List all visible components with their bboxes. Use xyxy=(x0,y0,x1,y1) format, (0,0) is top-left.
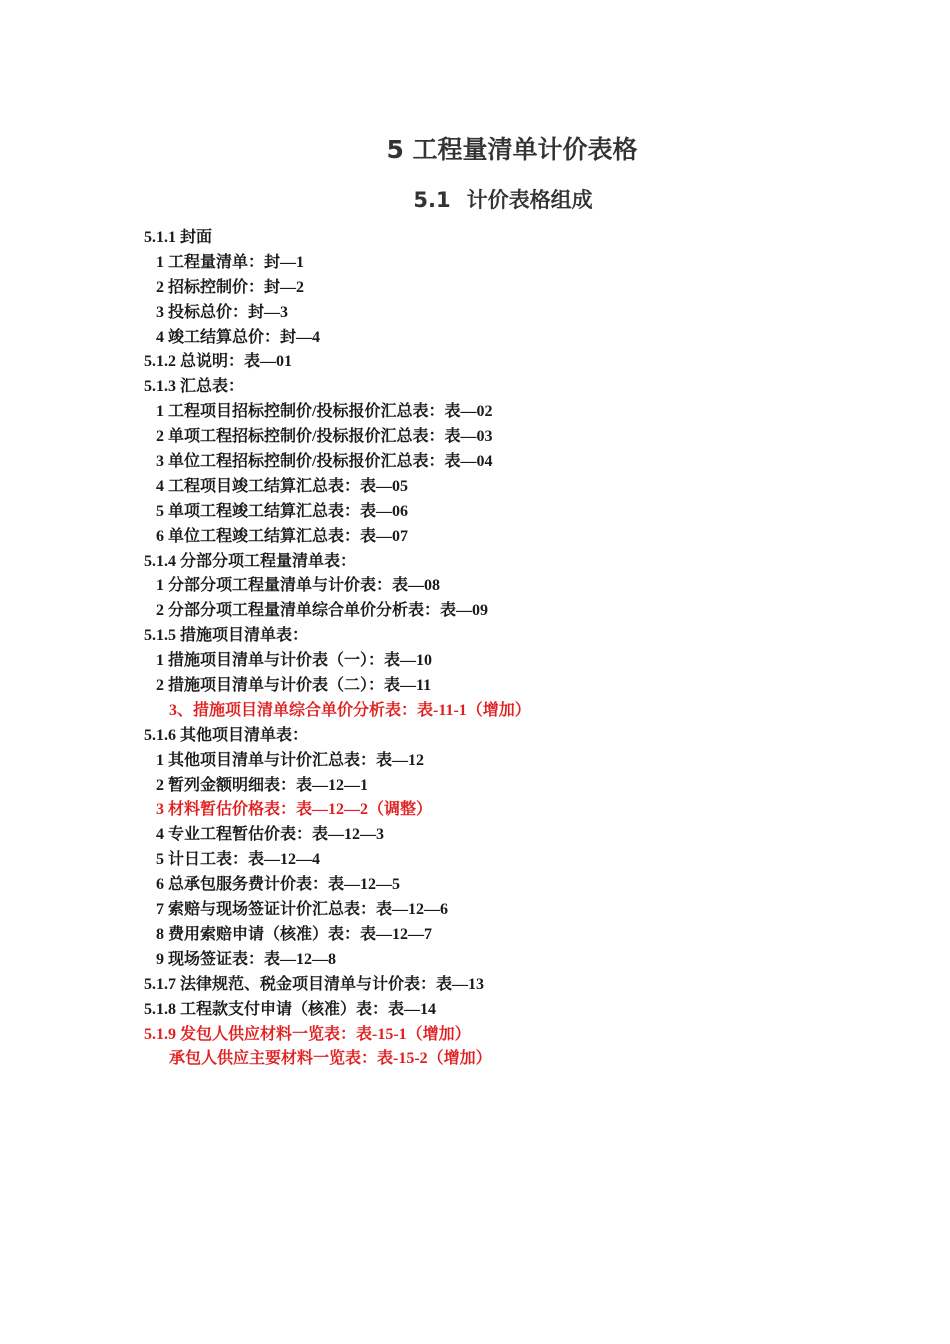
toc-list-item: 2 措施项目清单与计价表（二）：表—11 xyxy=(156,677,432,695)
toc-list-item: 1 其他项目清单与计价汇总表：表—12 xyxy=(156,751,425,769)
toc-section-item: 5.1.3 汇总表： xyxy=(144,378,245,396)
toc-list-item: 2 招标控制价：封—2 xyxy=(156,278,305,296)
toc-list-item: 3 单位工程招标控制价/投标报价汇总表：表—04 xyxy=(156,453,493,471)
toc-list-item: 6 单位工程竣工结算汇总表：表—07 xyxy=(156,527,409,545)
toc-section-item: 5.1.6 其他项目清单表： xyxy=(144,726,309,744)
toc-list-item: 3、措施项目清单综合单价分析表：表-11-1（增加） xyxy=(169,701,531,719)
table-of-contents xyxy=(144,226,864,1072)
toc-section-item: 5.1.4 分部分项工程量清单表： xyxy=(144,552,357,570)
toc-list-item: 4 工程项目竣工结算汇总表：表—05 xyxy=(156,477,409,495)
toc-list-item: 5 计日工表：表—12—4 xyxy=(156,851,321,869)
toc-section-item: 5.1.7 法律规范、税金项目清单与计价表：表—13 xyxy=(144,975,485,993)
toc-list-item: 2 分部分项工程量清单综合单价分析表：表—09 xyxy=(156,602,489,620)
toc-list-item: 2 单项工程招标控制价/投标报价汇总表：表—03 xyxy=(156,428,493,446)
toc-list-item: 2 暂列金额明细表：表—12—1 xyxy=(156,776,369,794)
toc-list-item: 1 工程项目招标控制价/投标报价汇总表：表—02 xyxy=(156,403,493,421)
toc-list-item: 5 单项工程竣工结算汇总表：表—06 xyxy=(156,502,409,520)
toc-list-item: 承包人供应主要材料一览表：表-15-2（增加） xyxy=(169,1050,492,1068)
toc-list-item: 9 现场签证表：表—12—8 xyxy=(156,950,337,968)
toc-list-item: 6 总承包服务费计价表：表—12—5 xyxy=(156,876,401,894)
section-heading xyxy=(0,185,950,215)
section-number: 5.1 xyxy=(413,188,451,212)
toc-section-item: 5.1.1 封面 xyxy=(144,229,213,246)
toc-section-item: 5.1.8 工程款支付申请（核准）表：表—14 xyxy=(144,1000,437,1018)
toc-list-item: 4 专业工程暂估价表：表—12—3 xyxy=(156,826,385,844)
toc-list-item: 1 分部分项工程量清单与计价表：表—08 xyxy=(156,577,441,595)
toc-list-item: 1 措施项目清单与计价表（一）：表—10 xyxy=(156,652,433,670)
toc-list-item: 1 工程量清单：封—1 xyxy=(156,253,305,271)
toc-list-item: 8 费用索赔申请（核准）表：表—12—7 xyxy=(156,925,433,943)
toc-list-item: 4 竣工结算总价：封—4 xyxy=(156,328,321,346)
toc-section-item: 5.1.5 措施项目清单表： xyxy=(144,627,309,645)
toc-list-item: 7 索赔与现场签证计价汇总表：表—12—6 xyxy=(156,901,449,919)
toc-section-item: 5.1.9 发包人供应材料一览表：表-15-1（增加） xyxy=(144,1025,471,1043)
section-title: 计价表格组成 xyxy=(466,188,593,212)
toc-section-item: 5.1.2 总说明：表—01 xyxy=(144,353,293,371)
toc-list-item: 3 投标总价：封—3 xyxy=(156,303,289,321)
page-title: 5 工程量清单计价表格 xyxy=(386,135,638,164)
toc-list-item: 3 材料暂估价格表：表—12—2（调整） xyxy=(156,801,433,819)
